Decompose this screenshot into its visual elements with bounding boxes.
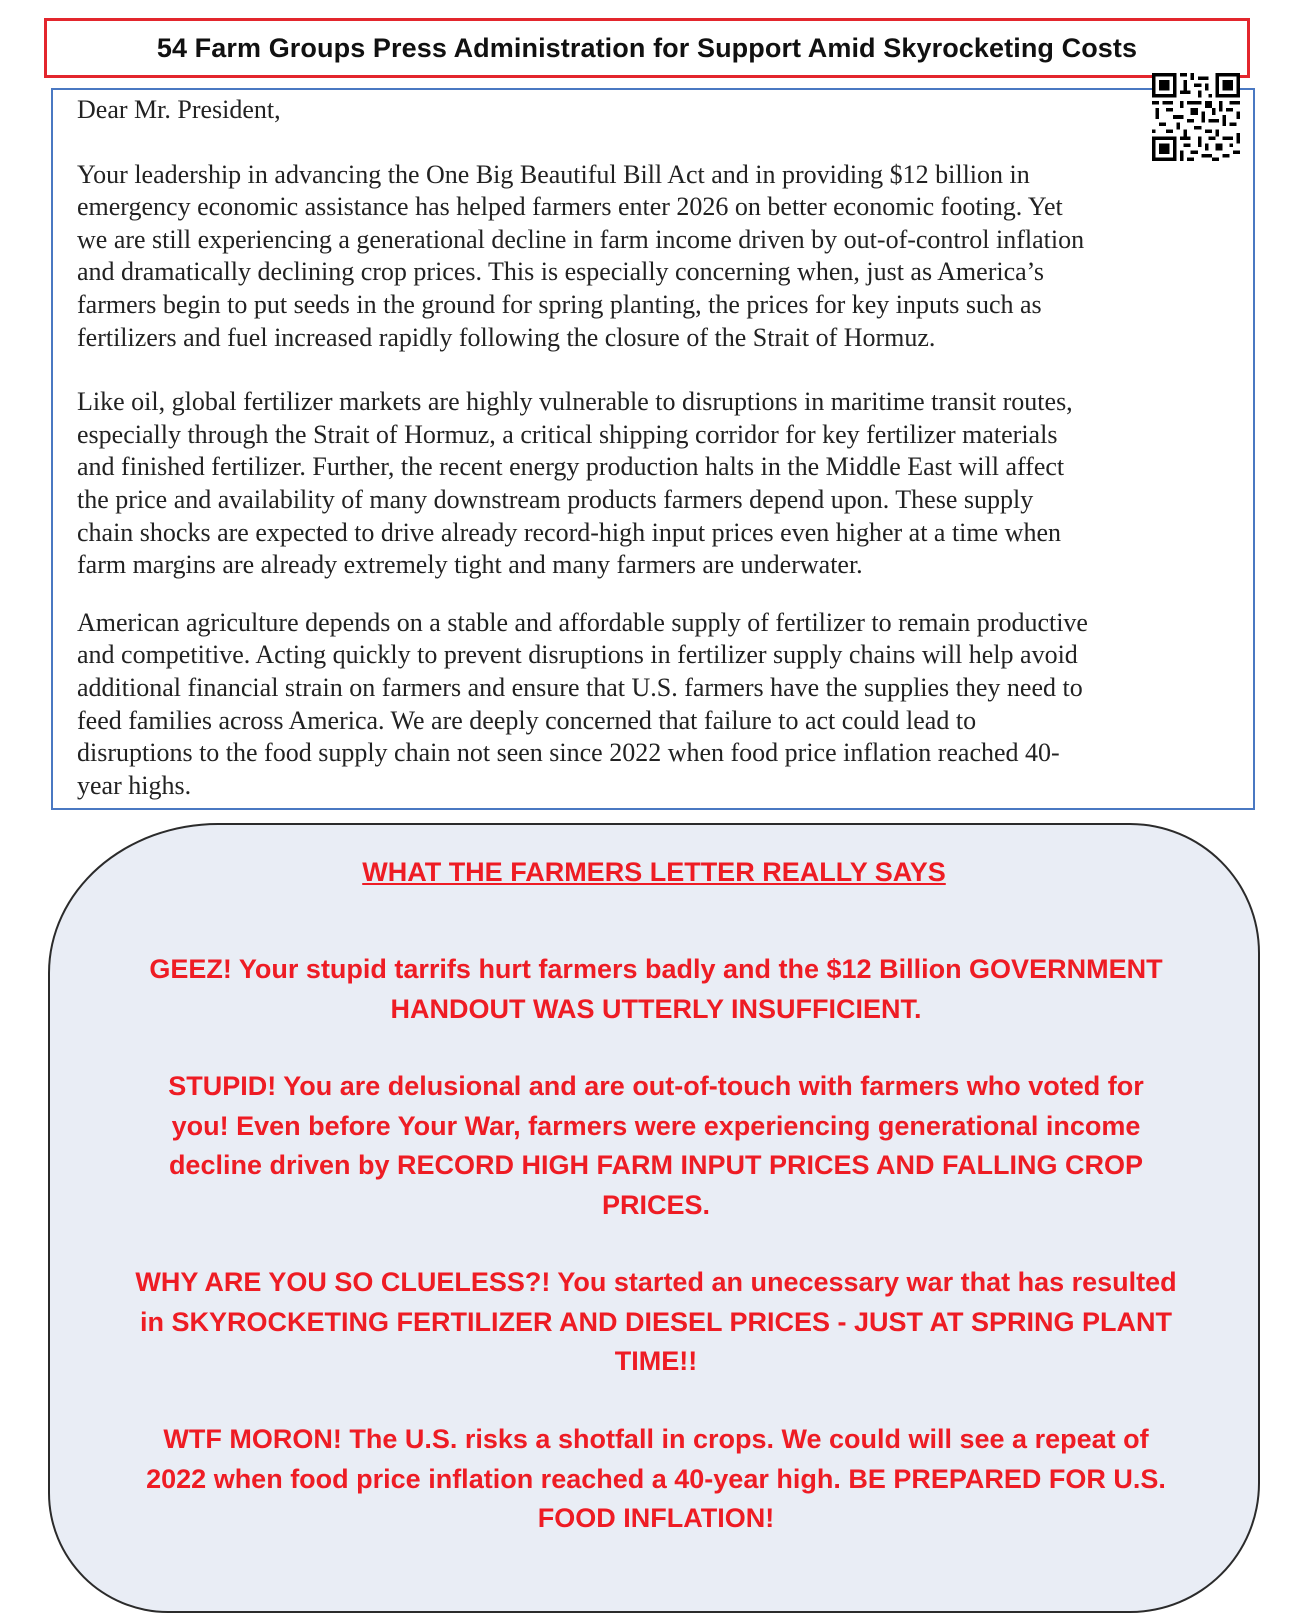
letter-line: and finished fertilizer. Further, the recent energy production halts in the Middle East will affect xyxy=(77,452,1065,482)
letter-line: year highs. xyxy=(77,770,192,800)
letter-line: emergency economic assistance has helped farmers enter 2026 on better economic footing. Yet xyxy=(77,192,1063,222)
commentary-title: WHAT THE FARMERS LETTER REALLY SAYS xyxy=(362,857,946,887)
letter-line: farmers begin to put seeds in the ground for spring planting, the prices for key inputs such as xyxy=(77,289,1042,319)
commentary-line: STUPID! You are delusional and are out-of-touch with farmers who voted for xyxy=(168,1071,1144,1101)
commentary-block-2 xyxy=(110,1067,1202,1225)
qr-code-icon xyxy=(1152,73,1240,161)
headline: 54 Farm Groups Press Administration for Support Amid Skyrocketing Costs xyxy=(156,32,1138,63)
letter-line: especially through the Strait of Hormuz, a critical shipping corridor for key fertilizer materials xyxy=(77,419,1058,449)
letter-line: we are still experiencing a generational decline in farm income driven by out-of-control inflation xyxy=(77,224,1085,254)
commentary-block-4 xyxy=(110,1420,1202,1539)
letter-line: additional financial strain on farmers and ensure that U.S. farmers have the supplies they need to xyxy=(77,672,1083,702)
letter-salutation: Dear Mr. President, xyxy=(77,95,281,124)
commentary-line: PRICES. xyxy=(601,1189,711,1220)
letter-line: the price and availability of many downstream products farmers depend upon. These supply xyxy=(77,484,1034,514)
letter-line: farm margins are already extremely tight and many farmers are underwater. xyxy=(77,550,863,580)
commentary-line: WTF MORON! The U.S. risks a shotfall in crops. We could will see a repeat of xyxy=(163,1424,1149,1454)
commentary-line: you! Even before Your War, farmers were experiencing generational income xyxy=(171,1110,1141,1141)
commentary-block-1 xyxy=(110,950,1202,1029)
commentary-line: decline driven by RECORD HIGH FARM INPUT PRICES AND FALLING CROP xyxy=(168,1150,1144,1180)
letter-line: Like oil, global fertilizer markets are highly vulnerable to disruptions in maritime transit routes, xyxy=(77,387,1073,417)
commentary-line: TIME!! xyxy=(614,1346,698,1376)
letter-line: disruptions to the food supply chain not seen since 2022 when food price inflation reached 40- xyxy=(77,738,1060,768)
letter-paragraph-2 xyxy=(77,386,1257,582)
commentary-line: in SKYROCKETING FERTILIZER AND DIESEL PRICES - JUST AT SPRING PLANT xyxy=(139,1306,1173,1337)
letter-line: and competitive. Acting quickly to prevent disruptions in fertilizer supply chains will help avoid xyxy=(77,640,1078,670)
commentary-line: GEEZ! Your stupid tarrifs hurt farmers badly and the $12 Billion GOVERNMENT xyxy=(149,954,1163,984)
letter-line: and dramatically declining crop prices. This is especially concerning when, just as America’s xyxy=(77,257,1045,287)
letter-line: Your leadership in advancing the One Big Beautiful Bill Act and in providing $12 billion in xyxy=(77,159,1030,189)
letter-line: chain shocks are expected to drive already record-high input prices even higher at a time when xyxy=(77,517,1061,547)
letter-line: feed families across America. We are deeply concerned that failure to act could lead to xyxy=(77,705,977,735)
letter-paragraph-3 xyxy=(77,607,1257,803)
commentary-line: WHY ARE YOU SO CLUELESS?! You started an unecessary war that has resulted xyxy=(135,1267,1177,1297)
headline-box xyxy=(44,18,1250,78)
letter-excerpt xyxy=(51,88,1255,810)
commentary-line: 2022 when food price inflation reached a 40-year high. BE PREPARED FOR U.S. xyxy=(146,1463,1166,1494)
letter-line: American agriculture depends on a stable and affordable supply of fertilizer to remain productive xyxy=(77,607,1088,637)
commentary-line: HANDOUT WAS UTTERLY INSUFFICIENT. xyxy=(390,993,922,1024)
letter-paragraph-1 xyxy=(77,159,1257,355)
commentary-line: FOOD INFLATION! xyxy=(537,1503,775,1533)
commentary-block-3 xyxy=(110,1263,1202,1382)
letter-body xyxy=(77,94,1257,834)
commentary-bubble xyxy=(48,823,1260,1613)
letter-line: fertilizers and fuel increased rapidly following the closure of the Strait of Hormuz. xyxy=(77,322,936,352)
